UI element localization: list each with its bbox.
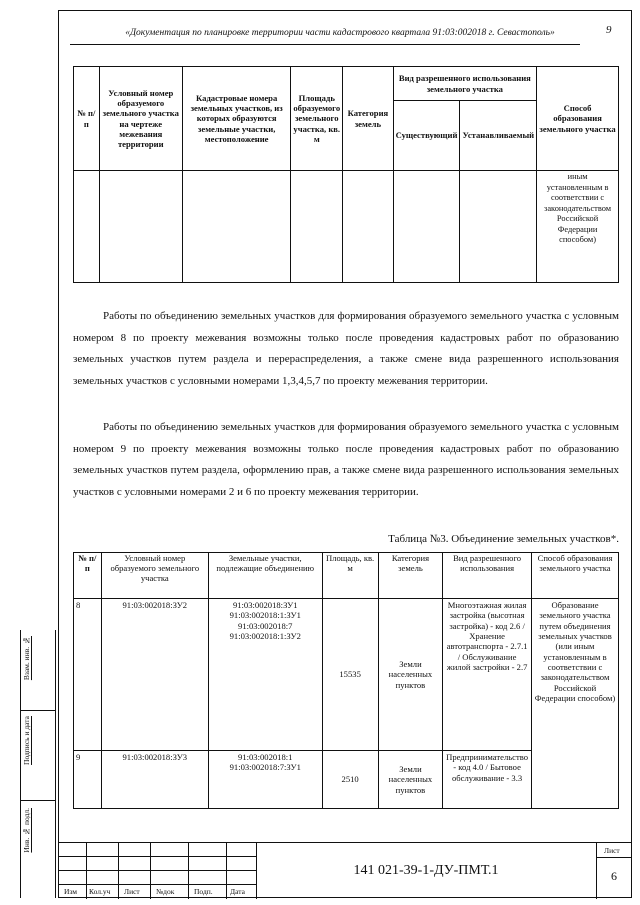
- row8-num: 8: [74, 599, 102, 751]
- row8-plot: 91:03:002018:1:ЗУ1: [229, 610, 301, 621]
- side-stamp-divider: [20, 800, 56, 801]
- row8-method: Образование земельного участка путем объединения земельных участков (или иным установленным в соответствии с законодательством Российской Федерации способом): [532, 599, 619, 809]
- cell: [460, 171, 537, 283]
- side-stamp-divider: [20, 710, 56, 711]
- row9-num: 9: [74, 751, 102, 809]
- th-category: Категория земель: [343, 67, 393, 171]
- revision-grid: [58, 843, 256, 899]
- row9-area: 2510: [322, 751, 378, 809]
- table3-caption: Таблица №3. Объединение земельных участков*.: [388, 533, 619, 545]
- row8-plot: 91:03:002018:1:ЗУ2: [229, 630, 301, 641]
- page-number: 9: [606, 24, 612, 36]
- cell: [99, 171, 182, 283]
- sheet-label: Лист: [604, 846, 620, 855]
- sheet-number: 6: [611, 869, 617, 883]
- row8-conditional-number: 91:03:002018:ЗУ2: [101, 599, 208, 751]
- col-izm: Изм: [64, 887, 78, 896]
- side-signature-date: [22, 716, 31, 796]
- cell-method-continued: иным установленным в соответствии с законодательством Российской Федерации способом): [537, 171, 619, 283]
- th3-conditional-number: Условный номер образуемого земельного участка: [101, 553, 208, 599]
- row8-plot: 91:03:002018:ЗУ1: [232, 600, 298, 610]
- header-divider: [70, 44, 580, 45]
- paragraph-1: [73, 306, 619, 392]
- paragraph-2: [73, 417, 619, 503]
- th-area: Площадь образуемого земельного участка, кв. м: [291, 67, 343, 171]
- col-ndok: №док: [156, 887, 175, 896]
- th-cadastral-numbers: Кадастровые номера земельных участков, из которых образуются земельные участки, местоположение: [182, 67, 290, 171]
- cell: [393, 171, 460, 283]
- cell: [74, 171, 100, 283]
- table-row: [74, 599, 619, 751]
- th3-method: Способ образования земельного участка: [532, 553, 619, 599]
- row8-area: 15535: [322, 599, 378, 751]
- col-kol-uch: Кол.уч: [89, 887, 111, 896]
- th-permitted-use: Вид разрешенного использования земельного участка: [393, 67, 537, 101]
- row8-use: Многоэтажная жилая застройка (высотная застройка) - код 2.6 / Хранение автотранспорта - 2.7.1 / Обслуживание жилой застройки - 2.7: [443, 599, 532, 751]
- row9-plot: 91:03:002018:7:ЗУ1: [229, 762, 301, 773]
- side-signature-date-label: Подпись и дата: [22, 716, 31, 765]
- side-inv-podl: [22, 808, 31, 894]
- col-data: Дата: [230, 887, 245, 896]
- col-podp: Подп.: [194, 887, 213, 896]
- continuation-table: [73, 66, 619, 283]
- title-block: [58, 842, 632, 898]
- col-list: Лист: [124, 887, 140, 896]
- th3-area: Площадь, кв. м: [322, 553, 378, 599]
- cell: [343, 171, 393, 283]
- th3-use: Вид разрешенного использования: [443, 553, 532, 599]
- row9-plot: 91:03:002018:1: [238, 752, 293, 762]
- th3-category: Категория земель: [378, 553, 442, 599]
- merge-table: [73, 552, 619, 809]
- row8-plot: 91:03:002018:7: [238, 620, 293, 631]
- cell: [182, 171, 290, 283]
- th3-num: № п/п: [74, 553, 102, 599]
- row8-plots: [208, 599, 322, 751]
- document-number: 141 021-39-1-ДУ-ПМТ.1: [353, 863, 499, 878]
- side-vzam-inv-label: Взам. инв. №: [22, 636, 31, 681]
- th-established: Устанавливаемый: [460, 101, 537, 171]
- cell: [291, 171, 343, 283]
- side-inv-podl-label: Инв. № подл.: [22, 808, 31, 853]
- row9-use: Предпринимательство - код 4.0 / Бытовое обслуживание - 3.3: [443, 751, 532, 809]
- document-header: «Документация по планировке территории части кадастрового квартала 91:03:002018 г. Севастополь»: [125, 28, 555, 38]
- row9-conditional-number: 91:03:002018:ЗУ3: [101, 751, 208, 809]
- paragraph-2-text: Работы по объединению земельных участков для формирования образуемого земельного участка с условным номером 9 по проекту межевания возможны только после проведения кадастровых работ по образованию земельных участков путем раздела, оформлению прав, а также смене вида разрешенного использования земельных участков с условными номерами 2 и 6 по проекту межевания территории.: [73, 421, 619, 498]
- paragraph-1-text: Работы по объединению земельных участков для формирования образуемого земельного участка с условным номером 8 по проекту межевания возможны только после проведения кадастровых работ по образованию земельных участков путем раздела и перераспределения, а также смене вида разрешенного использования земельных участков с условными номерами 1,3,4,5,7 по проекту межевания территории.: [73, 310, 619, 387]
- th-existing: Существующий: [393, 101, 460, 171]
- row9-category: Земли населенных пунктов: [378, 751, 442, 809]
- row8-category: Земли населенных пунктов: [378, 599, 442, 751]
- row9-plots: [208, 751, 322, 809]
- side-vzam-inv: [22, 636, 31, 706]
- th-conditional-number: Условный номер образуемого земельного участка на чертеже межевания территории: [99, 67, 182, 171]
- th-num: № п/п: [74, 67, 100, 171]
- th-method: Способ образования земельного участка: [537, 67, 619, 171]
- th3-plots: Земельные участки, подлежащие объединению: [208, 553, 322, 599]
